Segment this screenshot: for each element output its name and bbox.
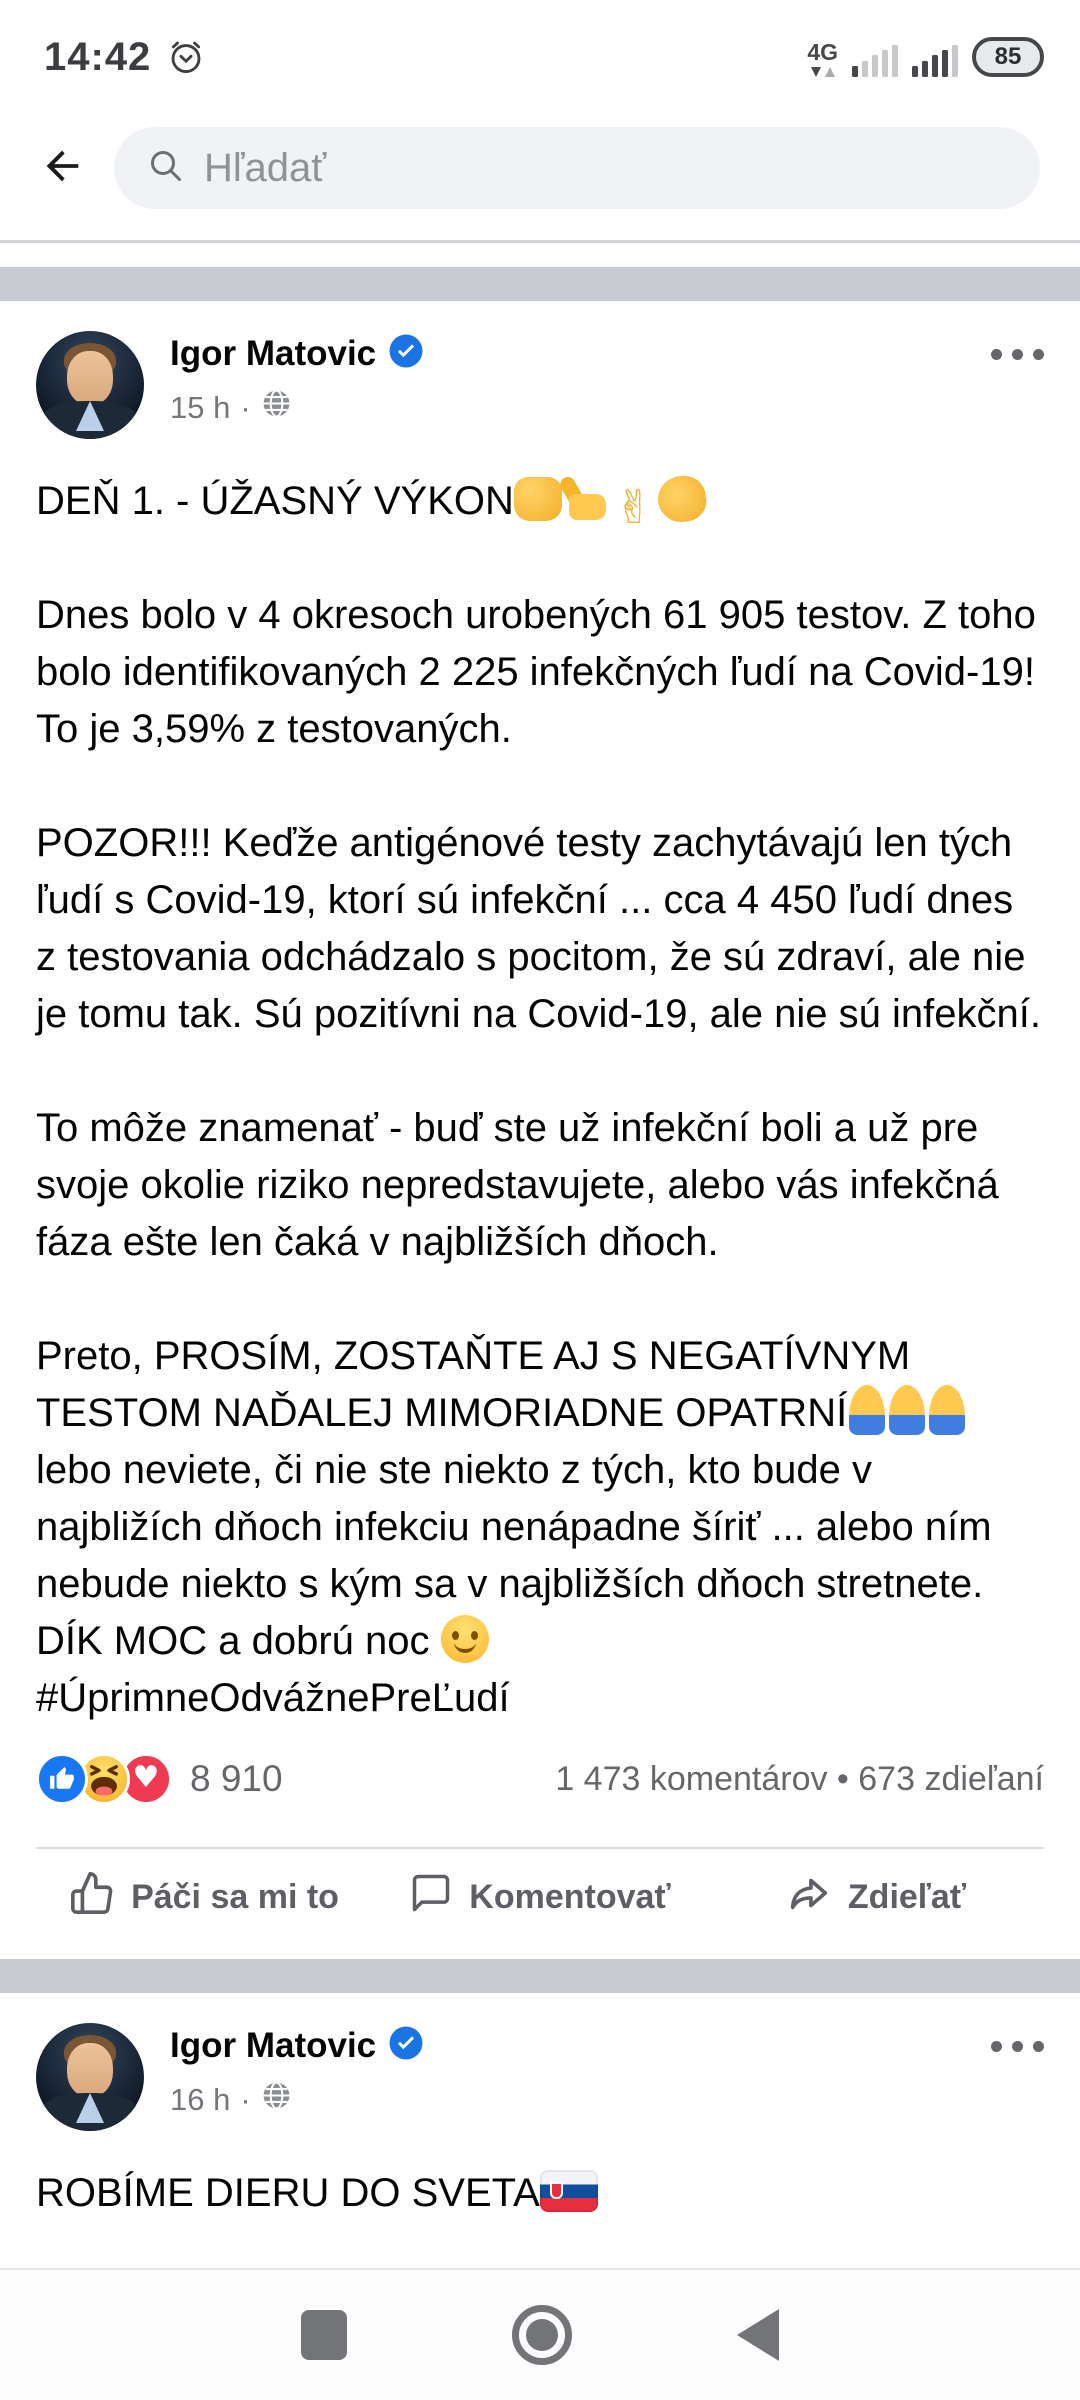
reactions-row [36,1753,1044,1805]
like-button-label: Páči sa mi to [131,1877,339,1916]
share-arrow-icon [786,1870,832,1925]
reaction-summary[interactable] [36,1753,172,1805]
post-text [36,473,1044,1727]
comment-button-label: Komentovať [469,1877,671,1916]
post-actions [36,1849,1044,1945]
pray-emoji [849,1385,885,1435]
system-navigation-bar [0,2268,1080,2400]
signal-strength-icon-sim1 [852,45,898,77]
globe-audience-icon [261,2080,292,2119]
share-button[interactable] [708,1849,1044,1945]
network-type-indicator [807,41,838,77]
search-input[interactable] [202,145,1010,192]
share-button-label: Zdieľať [847,1877,967,1916]
post-header [36,2023,1044,2131]
signal-strength-icon-sim2 [912,45,958,77]
post-options-button[interactable] [991,2023,1044,2131]
post-paragraph: Dnes bolo v 4 okresoch urobených 61 905 testov. Z toho bolo identifikovaných 2 225 infekčných ľudí na Covid-19! To je 3,59% z testovaných. [36,593,1036,751]
pray-emoji [929,1385,965,1435]
feed-separator [0,267,1080,301]
post-paragraph: To môže znamenať - buď ste už infekční boli a už pre svoje okolie riziko nepredstavujete, alebo vás infekčná fáza ešte len čaká v najbližších dňoch. [36,1106,999,1264]
network-type-label: 4G [807,39,838,65]
facebook-post [0,301,1080,1959]
comment-bubble-icon [409,1871,453,1924]
clock-time: 14:42 [44,34,152,79]
avatar[interactable] [36,331,144,439]
author-name[interactable]: Igor Matovic [170,2025,377,2065]
recents-button[interactable] [301,2310,347,2360]
spacer [0,243,1080,267]
comments-shares-count[interactable]: 1 473 komentárov • 673 zdieľaní [555,1759,1044,1798]
post-paragraph: DEŇ 1. - ÚŽASNÝ VÝKON✌ [36,473,1044,530]
post-paragraph: Preto, PROSÍM, ZOSTAŇTE AJ S NEGATÍVNYM TESTOM NAĎALEJ MIMORIADNE OPATRNÍ lebo neviete, či nie ste niekto z tých, kto bude v najbližích dňoch infekciu nenápadne šíriť ... alebo ním nebude niekto s kým sa v najbližších dňoch stretnete. DÍK MOC a dobrú noc [36,1334,992,1663]
back-arrow-icon [39,143,85,194]
clap-emoji [655,473,709,525]
reaction-count[interactable]: 8 910 [190,1758,283,1799]
post-timestamp: 16 h [170,2081,231,2117]
blush-emoji [441,1615,489,1663]
android-back-button[interactable] [737,2309,779,2361]
pray-emoji [889,1385,925,1435]
post-text [36,2165,1044,2222]
search-field[interactable] [114,127,1040,209]
home-button[interactable] [512,2305,572,2365]
hashtag-link[interactable]: #ÚprimneOdvážnePreĽudí [36,1676,510,1720]
like-reaction-icon [36,1753,88,1805]
verified-badge-icon [388,333,424,374]
thumbs-up-outline-icon [69,1870,115,1925]
meta-separator: · [240,2081,251,2117]
fist-emoji [514,477,562,521]
globe-audience-icon [261,388,292,427]
post-paragraph: ROBÍME DIERU DO SVETA [36,2165,1044,2222]
verified-badge-icon [388,2025,424,2066]
avatar[interactable] [36,2023,144,2131]
victory-emoji [610,482,658,530]
back-button[interactable] [10,143,114,194]
data-activity-icon [811,67,835,77]
battery-level: 85 [994,43,1022,70]
facebook-post [0,1993,1080,2236]
search-header [0,96,1080,240]
status-bar [0,0,1080,96]
thumbs-up-emoji [562,476,610,522]
comment-button[interactable] [372,1849,708,1945]
post-header-main [170,2023,965,2131]
like-button[interactable] [36,1849,372,1945]
author-name[interactable]: Igor Matovic [170,333,377,373]
feed-separator [0,1959,1080,1993]
post-paragraph: POZOR!!! Keďže antigénové testy zachytávajú len tých ľudí s Covid-19, ktorí sú infekční ... cca 4 450 ľudí dnes z testovania odchádzalo s pocitom, že sú zdraví, ale nie je tomu tak. Sú pozitívni na Covid-19, ale nie sú infekční. [36,821,1041,1036]
post-header [36,331,1044,439]
post-options-button[interactable] [991,331,1044,439]
battery-icon [972,37,1044,77]
status-icons [807,37,1044,77]
post-timestamp: 15 h [170,389,231,425]
alarm-clock-icon [167,38,205,76]
flag-sk-emoji [540,2170,598,2212]
search-icon [148,148,184,189]
post-header-main [170,331,965,439]
meta-separator: · [240,389,251,425]
